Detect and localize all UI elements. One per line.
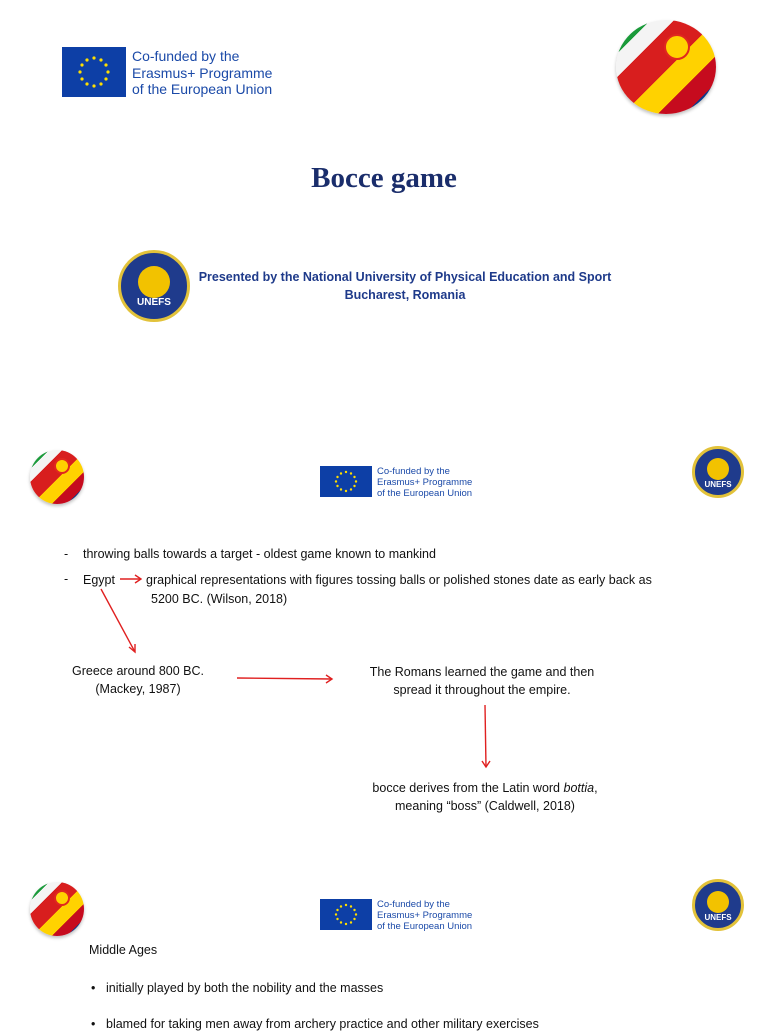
bullet-dash: -: [64, 547, 69, 561]
bocce-line-2: meaning “boss” (Caldwell, 2018): [395, 799, 575, 814]
bullet-nobility-masses: initially played by both the nobility and the masses: [106, 981, 384, 995]
romans-line-2: spread it throughout the empire.: [393, 683, 571, 698]
eu-logo-line1: Co-funded by the: [377, 466, 450, 477]
eu-logo-line3: of the European Union: [377, 921, 473, 933]
arrow-right-icon: [236, 673, 336, 685]
unefs-logo-text: UNEFS: [704, 913, 732, 922]
bocce-line-1-text: bocce derives from the Latin word: [372, 781, 564, 795]
eu-logo-line2: Erasmus+ Programme: [377, 910, 473, 922]
presented-line-1: Presented by the National University of Physical Education and Sport: [198, 270, 612, 284]
bullet-egypt: Egypt: [83, 573, 115, 587]
latin-word-bottia: bottia: [563, 781, 595, 795]
bullet-oldest-game: throwing balls towards a target - oldest game known to mankind: [83, 547, 436, 561]
egypt-date-citation: 5200 BC. (Wilson, 2018): [151, 592, 288, 606]
bullet-dot-icon: •: [91, 981, 96, 995]
greece-line-2: (Mackey, 1987): [95, 682, 181, 697]
eu-flag-icon: [320, 899, 372, 930]
eu-logo-line2: Erasmus+ Programme: [132, 64, 273, 81]
arrow-right-icon: [119, 573, 143, 585]
bocce-etymology-block: [352, 779, 618, 815]
arrow-diagonal-icon: [96, 586, 140, 656]
eu-flag-icon: [62, 47, 126, 97]
flags-ball-logo-icon: [616, 20, 716, 114]
presented-line-2: Bucharest, Romania: [344, 287, 466, 302]
eu-logo-line1: Co-funded by the: [132, 48, 240, 64]
greece-line-1: Greece around 800 BC.: [71, 664, 205, 678]
bullet-archery: blamed for taking men away from archery practice and other military exercises: [106, 1017, 539, 1031]
bullet-dash: -: [64, 572, 69, 586]
section-heading-middle-ages: Middle Ages: [89, 943, 158, 957]
arrow-down-icon: [479, 704, 493, 770]
eu-logo-line2: Erasmus+ Programme: [377, 477, 473, 489]
greece-block: [70, 662, 206, 698]
flags-ball-logo-icon: [30, 882, 84, 936]
romans-line-1: The Romans learned the game and then: [369, 665, 595, 679]
romans-block: [356, 663, 608, 699]
bullet-dot-icon: •: [91, 1017, 96, 1031]
unefs-logo-icon: [692, 879, 744, 931]
unefs-logo-text: UNEFS: [137, 297, 171, 308]
eu-logo-line3: of the European Union: [132, 81, 273, 98]
egypt-description: graphical representations with figures tossing balls or polished stones date as early back as: [146, 573, 652, 587]
eu-flag-icon: [320, 466, 372, 497]
flags-ball-logo-icon: [30, 450, 84, 504]
unefs-logo-text: UNEFS: [704, 480, 732, 489]
presented-by: [196, 269, 614, 304]
eu-logo-line1: Co-funded by the: [377, 899, 450, 910]
bocce-line-1: [352, 779, 618, 797]
bocce-line-1-comma: ,: [594, 781, 598, 795]
unefs-logo-icon: [692, 446, 744, 498]
eu-logo-line3: of the European Union: [377, 488, 473, 500]
unefs-logo-icon: [118, 250, 190, 322]
page-title: Bocce game: [311, 162, 457, 194]
